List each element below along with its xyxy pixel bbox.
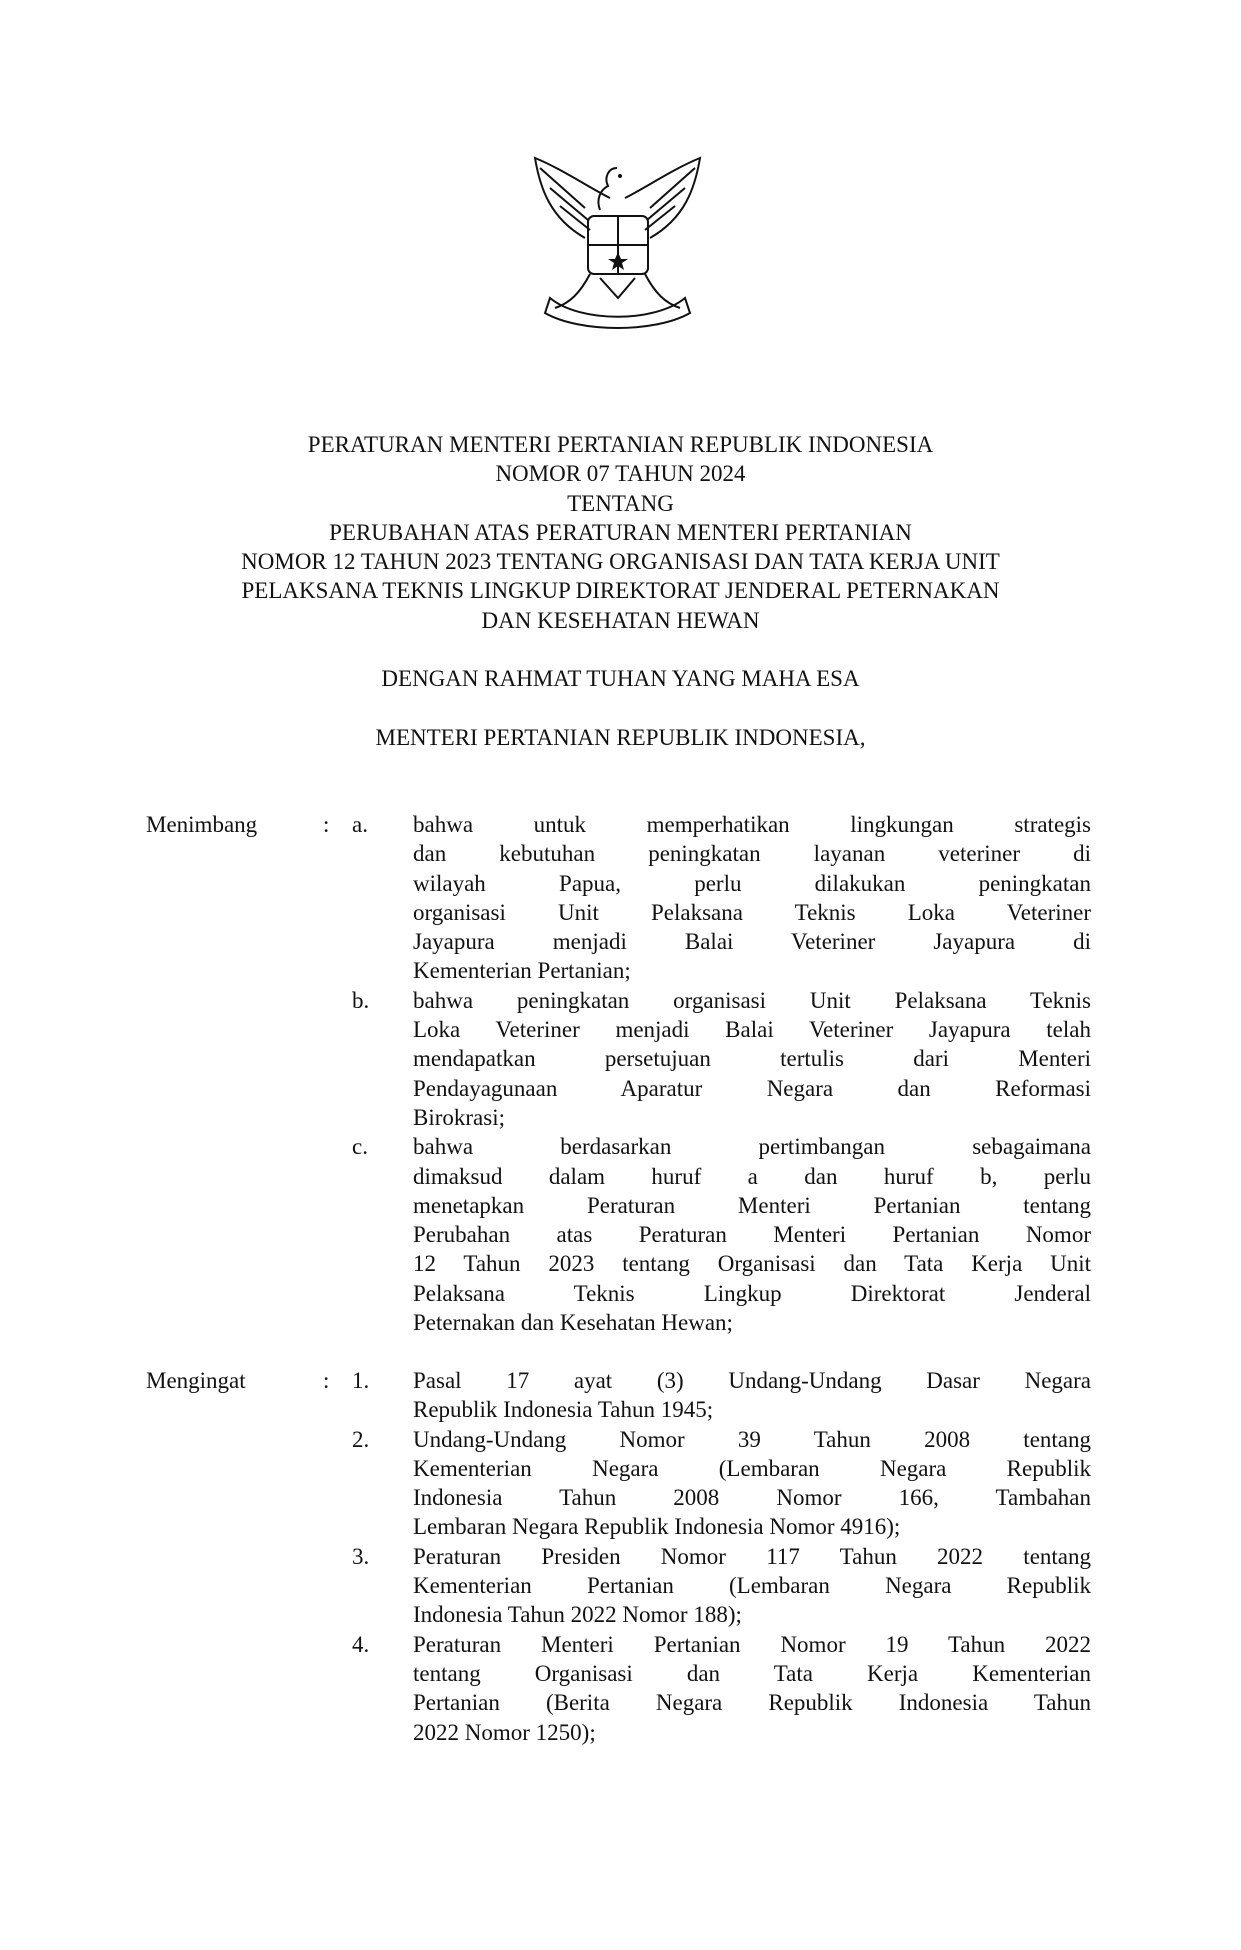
mengingat-label: Mengingat <box>146 1368 246 1393</box>
item-text-line: Birokrasi; <box>413 1104 505 1130</box>
item-text-line: Lembaran Negara Republik Indonesia Nomor 4916); <box>413 1514 901 1540</box>
menimbang-colon: : <box>323 812 330 837</box>
title-line: NOMOR 07 TAHUN 2024 <box>495 461 746 487</box>
menimbang-item <box>413 986 1091 1132</box>
mengingat-item <box>413 1542 1091 1630</box>
mengingat-item-marker: 4. <box>352 1631 370 1657</box>
item-text-line: Peraturan Presiden Nomor 117 Tahun 2022 tentang <box>413 1543 1091 1569</box>
menimbang-item <box>413 1132 1091 1337</box>
title-line: TENTANG <box>567 490 674 516</box>
item-text-line: Kementerian Pertanian; <box>413 958 631 984</box>
mengingat-item-marker: 3. <box>352 1543 370 1569</box>
menimbang-label: Menimbang <box>146 812 258 837</box>
mengingat-item <box>413 1425 1091 1542</box>
mengingat-item-marker: 2. <box>352 1426 370 1452</box>
item-text-line: Undang-Undang Nomor 39 Tahun 2008 tentang <box>413 1426 1091 1452</box>
mengingat-item <box>413 1366 1091 1425</box>
title-line: PERATURAN MENTERI PERTANIAN REPUBLIK INDONESIA <box>307 432 934 457</box>
invocation: DENGAN RAHMAT TUHAN YANG MAHA ESA <box>381 666 860 691</box>
item-text-line: bahwa berdasarkan pertimbangan sebagaimana <box>413 1134 1091 1160</box>
item-text-line: Peraturan Menteri Pertanian Nomor 19 Tahun 2022 <box>413 1631 1091 1657</box>
menimbang-item <box>413 810 1091 986</box>
item-text-line: dan kebutuhan peningkatan layanan veteriner di <box>413 841 1091 867</box>
menimbang-item-marker: b. <box>352 987 370 1013</box>
item-text-line: Jayapura menjadi Balai Veteriner Jayapura di <box>413 929 1091 955</box>
menimbang-item-marker: a. <box>352 812 368 837</box>
title-line: DAN KESEHATAN HEWAN <box>481 607 760 633</box>
item-text-line: Kementerian Negara (Lembaran Negara Republik <box>413 1455 1091 1481</box>
mengingat-item <box>413 1630 1091 1747</box>
item-text-line: Indonesia Tahun 2008 Nomor 166, Tambahan <box>413 1485 1091 1511</box>
regulation-title <box>0 430 1241 635</box>
title-line: PELAKSANA TEKNIS LINGKUP DIREKTORAT JENDERAL PETERNAKAN <box>241 578 1000 604</box>
item-text-line: Loka Veteriner menjadi Balai Veteriner Jayapura telah <box>413 1017 1091 1043</box>
item-text-line: mendapatkan persetujuan tertulis dari Menteri <box>413 1046 1091 1072</box>
item-text-line: bahwa untuk memperhatikan lingkungan strategis <box>413 812 1091 837</box>
item-text-line: tentang Organisasi dan Tata Kerja Kementerian <box>413 1660 1091 1686</box>
garuda-pancasila-emblem <box>530 148 705 338</box>
item-text-line: Indonesia Tahun 2022 Nomor 188); <box>413 1602 742 1628</box>
title-line: NOMOR 12 TAHUN 2023 TENTANG ORGANISASI DAN TATA KERJA UNIT <box>241 549 1000 575</box>
item-text-line: Peternakan dan Kesehatan Hewan; <box>413 1310 733 1336</box>
menimbang-item-marker: c. <box>352 1134 368 1160</box>
title-line: PERUBAHAN ATAS PERATURAN MENTERI PERTANIAN <box>329 519 912 545</box>
mengingat-colon: : <box>323 1368 330 1393</box>
item-text-line: Pertanian (Berita Negara Republik Indonesia Tahun <box>413 1690 1091 1716</box>
item-text-line: Republik Indonesia Tahun 1945; <box>413 1397 714 1423</box>
item-text-line: Kementerian Pertanian (Lembaran Negara Republik <box>413 1573 1091 1599</box>
item-text-line: dimaksud dalam huruf a dan huruf b, perlu <box>413 1163 1091 1189</box>
item-text-line: wilayah Papua, perlu dilakukan peningkatan <box>413 870 1091 896</box>
issuer: MENTERI PERTANIAN REPUBLIK INDONESIA, <box>375 725 866 750</box>
item-text-line: 12 Tahun 2023 tentang Organisasi dan Tata Kerja Unit <box>413 1251 1091 1277</box>
item-text-line: menetapkan Peraturan Menteri Pertanian tentang <box>413 1192 1091 1218</box>
item-text-line: 2022 Nomor 1250); <box>413 1719 596 1745</box>
mengingat-item-marker: 1. <box>352 1368 370 1393</box>
item-text-line: bahwa peningkatan organisasi Unit Pelaksana Teknis <box>413 987 1091 1013</box>
item-text-line: Pendayagunaan Aparatur Negara dan Reformasi <box>413 1075 1091 1101</box>
item-text-line: organisasi Unit Pelaksana Teknis Loka Veteriner <box>413 899 1091 925</box>
item-text-line: Perubahan atas Peraturan Menteri Pertanian Nomor <box>413 1222 1091 1248</box>
item-text-line: Pasal 17 ayat (3) Undang-Undang Dasar Negara <box>413 1368 1091 1393</box>
item-text-line: Pelaksana Teknis Lingkup Direktorat Jenderal <box>413 1280 1091 1306</box>
